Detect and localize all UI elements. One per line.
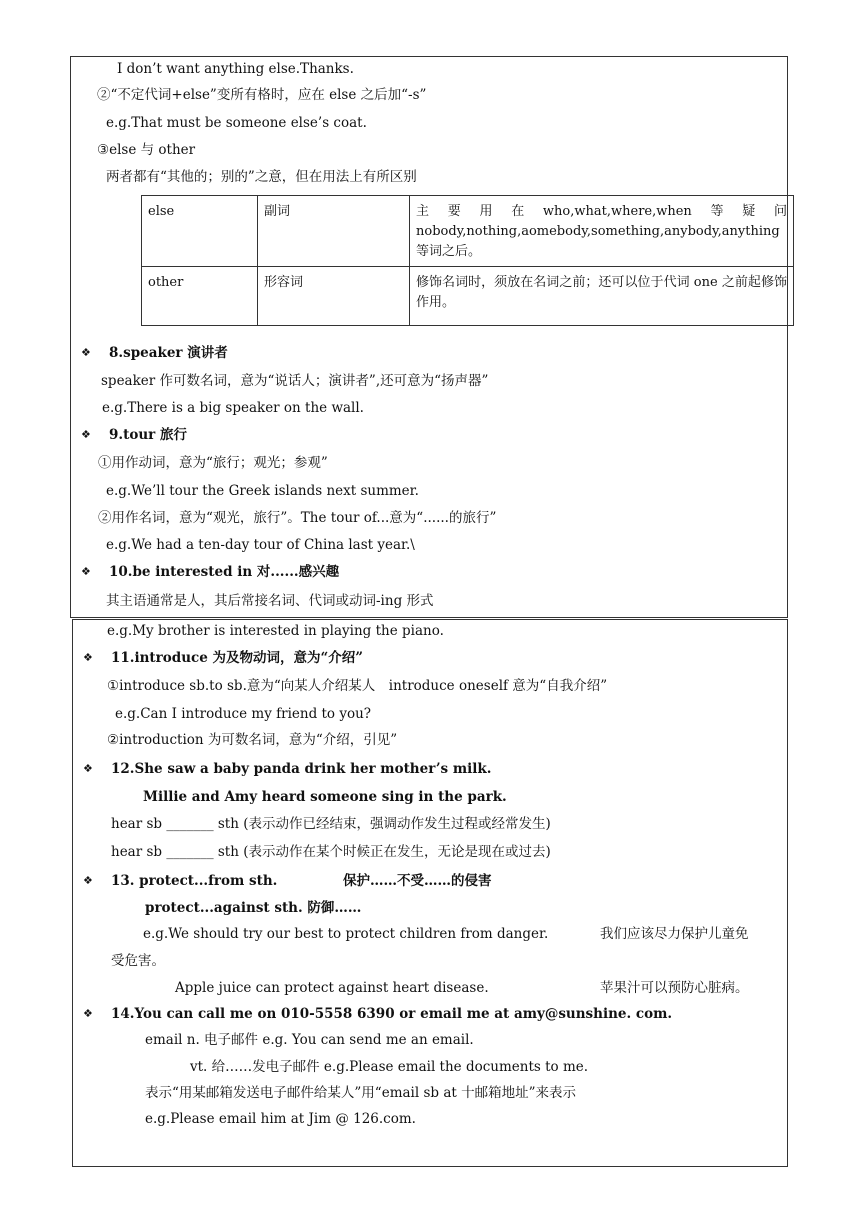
text-line: 表示“用某邮箱发送电子邮件给某人”用“email sb at 十邮箱地址”来表示 xyxy=(145,1085,576,1101)
diamond-bullet-icon: ❖ xyxy=(81,346,91,359)
section-title-12: 12.She saw a baby panda drink her mother’s milk. xyxy=(111,761,492,777)
diamond-bullet-icon: ❖ xyxy=(81,565,91,578)
table-cell-pos: 形容词 xyxy=(258,267,410,326)
example-line: e.g.Can I introduce my friend to you? xyxy=(115,706,372,722)
example-translation: 受危害。 xyxy=(111,953,165,969)
text-line: ②introduction 为可数名词，意为“介绍，引见” xyxy=(107,732,398,748)
section-title-13-cn: 保护……不受……的侵害 xyxy=(343,873,492,889)
example-line: e.g.We’ll tour the Greek islands next summer. xyxy=(106,483,419,499)
example-line: Apple juice can protect against heart disease. xyxy=(175,980,489,996)
text-line: speaker 作可数名词，意为“说话人；演讲者”,还可意为“扬声器” xyxy=(101,373,489,389)
table-row xyxy=(142,196,794,267)
text-line: hear sb _______ sth (表示动作已经结束，强调动作发生过程或经常发生) xyxy=(111,816,551,832)
table-row xyxy=(142,267,794,326)
text-line: 其主语通常是人，其后常接名词、代词或动词-ing 形式 xyxy=(106,593,434,609)
table-cell-word: other xyxy=(142,267,258,326)
example-translation: 苹果汁可以预防心脏病。 xyxy=(600,980,749,996)
example-line: e.g.My brother is interested in playing the piano. xyxy=(107,623,444,639)
example-line: e.g.There is a big speaker on the wall. xyxy=(102,400,364,416)
diamond-bullet-icon: ❖ xyxy=(83,762,93,775)
table-cell-pos: 副词 xyxy=(258,196,410,267)
diamond-bullet-icon: ❖ xyxy=(81,428,91,441)
text-line: ②“不定代词+else”变所有格时，应在 else 之后加“-s” xyxy=(97,87,427,103)
section-title-13: 13. protect...from sth. xyxy=(111,873,278,889)
text-line: 两者都有“其他的；别的”之意，但在用法上有所区别 xyxy=(106,169,417,185)
text-line: I don’t want anything else.Thanks. xyxy=(117,61,354,77)
section-title-9: 9.tour 旅行 xyxy=(109,427,187,443)
section-title-8: 8.speaker 演讲者 xyxy=(109,345,228,361)
notes-box-top xyxy=(70,56,801,618)
section-subtitle-12: Millie and Amy heard someone sing in the park. xyxy=(143,789,507,805)
text-line: ③else 与 other xyxy=(97,142,196,158)
text-line: ①用作动词，意为“旅行；观光；参观” xyxy=(98,455,328,471)
text-line: ②用作名词，意为“观光，旅行”。The tour of...意为“......的旅行” xyxy=(98,510,497,526)
section-title-14: 14.You can call me on 010-5558 6390 or email me at amy@sunshine. com. xyxy=(111,1006,673,1022)
notes-box-bottom xyxy=(72,619,788,1167)
diamond-bullet-icon: ❖ xyxy=(83,651,93,664)
section-title-11: 11.introduce 为及物动词，意为“介绍” xyxy=(111,650,364,666)
diamond-bullet-icon: ❖ xyxy=(83,874,93,887)
section-title-10: 10.be interested in 对......感兴趣 xyxy=(109,564,340,580)
example-translation: 我们应该尽力保护儿童免 xyxy=(600,926,749,942)
example-line: e.g.Please email him at Jim @ 126.com. xyxy=(145,1111,416,1127)
example-line: e.g.We had a ten-day tour of China last year.\ xyxy=(106,537,415,553)
text-line: email n. 电子邮件 e.g. You can send me an email. xyxy=(145,1032,474,1048)
section-subtitle-13: protect...against sth. 防御…… xyxy=(145,900,362,916)
else-other-table xyxy=(141,195,801,326)
table-cell-usage: 主 要 用 在 who,what,where,when 等 疑 问 nobody,nothing,aomebody,something,anybody,anything 等词之后。 xyxy=(410,196,794,267)
table-cell-word: else xyxy=(142,196,258,267)
example-line: e.g.That must be someone else’s coat. xyxy=(106,115,367,131)
text-line: hear sb _______ sth (表示动作在某个时候正在发生，无论是现在或过去) xyxy=(111,844,551,860)
example-line: e.g.We should try our best to protect children from danger. xyxy=(143,926,549,942)
text-line: ①introduce sb.to sb.意为“向某人介绍某人 introduce oneself 意为“自我介绍” xyxy=(107,678,608,694)
text-line: vt. 给……发电子邮件 e.g.Please email the documents to me. xyxy=(190,1059,589,1075)
diamond-bullet-icon: ❖ xyxy=(83,1007,93,1020)
table-cell-usage: 修饰名词时，须放在名词之前；还可以位于代词 one 之前起修饰作用。 xyxy=(410,267,794,326)
